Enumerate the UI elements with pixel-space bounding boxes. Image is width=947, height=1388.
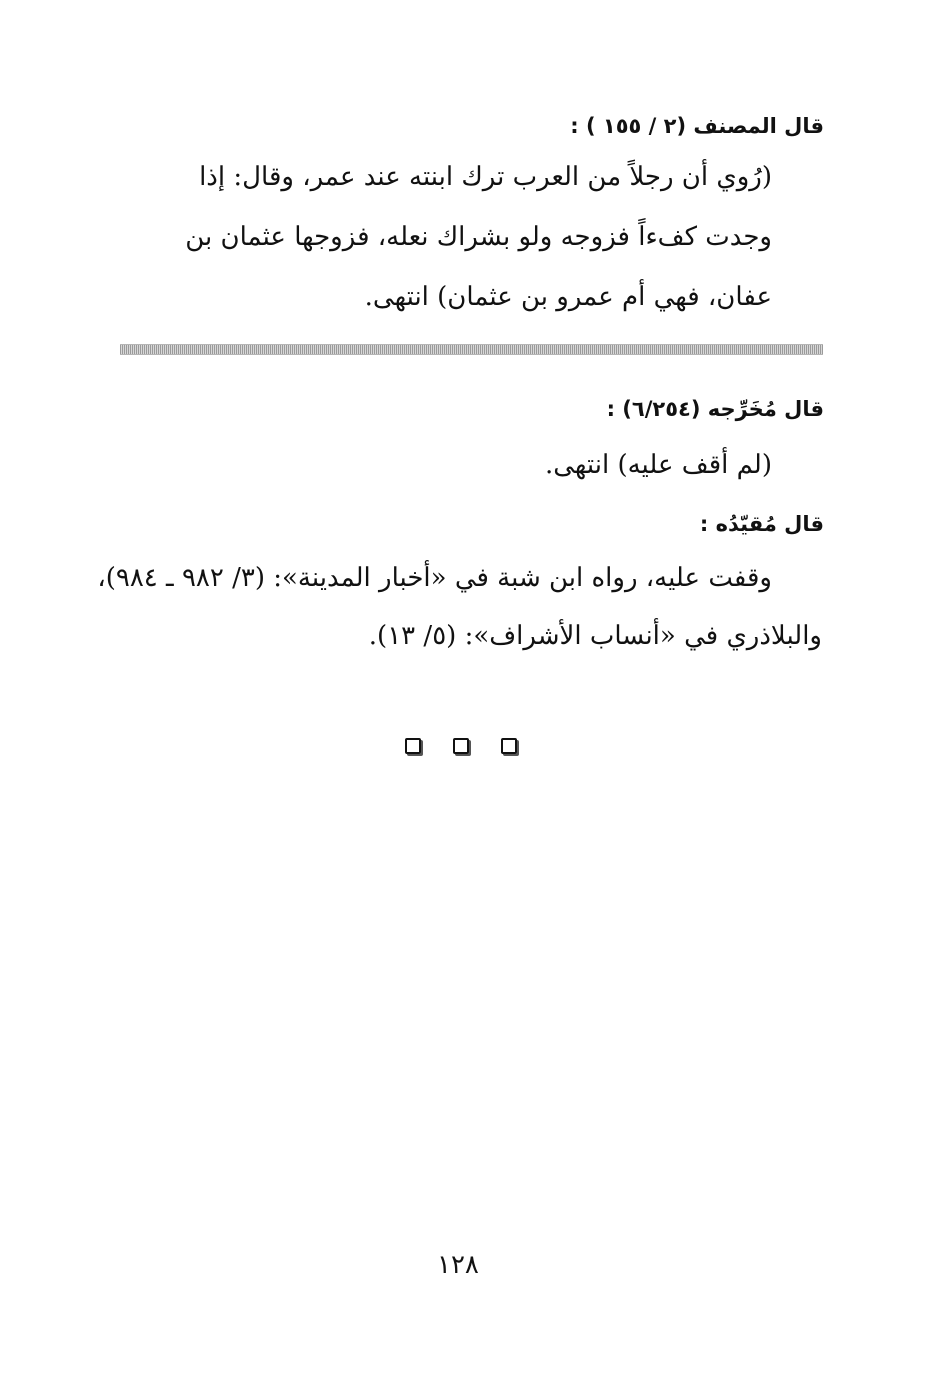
square-ornament-icon: [501, 738, 517, 754]
takhrij-text: (لم أقف عليه) انتهى.: [544, 450, 772, 480]
muqayyid-line-1: وقفت عليه، رواه ابن شبة في «أخبار المدينة»: (٣/ ٩٨٢ ـ ٩٨٤)،: [97, 563, 772, 593]
quote-line-3: عفان، فهي أم عمرو بن عثمان) انتهى.: [364, 282, 772, 312]
square-ornament-icon: [405, 738, 421, 754]
section-heading-takhrij: قال مُخَرِّجه (٦/٢٥٤) :: [606, 397, 824, 421]
muqayyid-line-2: والبلاذري في «أنساب الأشراف»: (٥/ ١٣).: [368, 621, 822, 651]
section-heading-muqayyid: قال مُقيّدُه :: [699, 512, 824, 536]
square-ornament-icon: [453, 738, 469, 754]
quote-line-1: (رُوي أن رجلاً من العرب ترك ابنته عند عمر، وقال: إذا: [199, 162, 772, 192]
section-end-ornaments: [405, 738, 517, 754]
section-heading-author: قال المصنف (٢ / ١٥٥ ) :: [570, 114, 824, 138]
quote-line-2: وجدت كفءاً فزوجه ولو بشراك نعله، فزوجها عثمان بن: [185, 222, 772, 252]
page-number: ١٢٨: [437, 1250, 479, 1280]
section-divider: [120, 344, 823, 355]
